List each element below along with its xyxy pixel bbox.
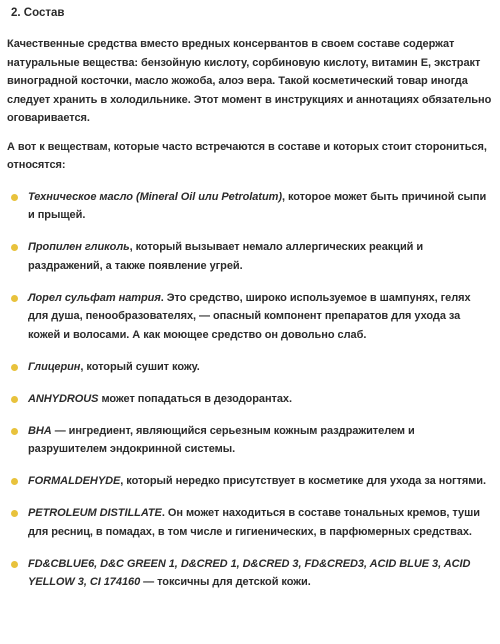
ingredient-name: FORMALDEHYDE	[28, 475, 121, 487]
ingredient-description: , которое может быть причиной сыпи и прыщей.	[28, 190, 487, 221]
list-item	[7, 390, 492, 409]
list-item	[7, 238, 492, 275]
ingredient-name: ANHYDROUS	[28, 392, 99, 405]
ingredient-description: — токсичны для детской кожи.	[140, 576, 311, 588]
bullet-dot-icon	[11, 510, 18, 517]
list-item	[7, 289, 492, 345]
bullet-dot-icon	[11, 364, 18, 371]
list-item	[7, 422, 492, 459]
ingredient-name: Глицерин	[28, 360, 81, 373]
bullet-dot-icon	[11, 396, 18, 403]
bullet-dot-icon	[11, 244, 18, 251]
bullet-dot-icon	[11, 194, 18, 201]
intro-paragraph: Качественные средства вместо вредных консервантов в своем составе содержат натуральные вещества: бензойную кислоту, сорбиновую кислоту, витамин Е, экстракт виноградной косточки, масло жожоба, алоэ вера. Такой косметический товар иногда следует хранить в холодильнике. Этот момент в инструкциях и аннотациях обязательно оговаривается.	[7, 38, 492, 124]
bullet-dot-icon	[11, 478, 18, 485]
lead-paragraph: А вот к веществам, которые часто встречаются в составе и которых стоит сторониться, относятся:	[7, 140, 487, 171]
bullet-dot-icon	[11, 428, 18, 435]
ingredient-name: PETROLEUM DISTILLATE	[28, 507, 162, 519]
list-item	[7, 358, 492, 377]
ingredient-description: — ингредиент, являющийся серьезным кожным раздражителем и разрушителем эндокринной системы.	[28, 424, 415, 455]
list-item	[7, 188, 492, 225]
ingredient-description: . Это средство, широко используемое в шампунях, гелях для душа, пенообразователях, — опасный компонент препаратов для ухода за кожей и волосами. А как моющее средство он довольно слаб.	[28, 291, 471, 341]
harmful-ingredients-list	[7, 188, 492, 592]
ingredient-name: Пропилен гликоль	[28, 241, 130, 253]
ingredient-name: Лорел сульфат натрия	[28, 291, 161, 304]
ingredient-name: Техническое масло (Mineral Oil или Petrolatum)	[28, 190, 282, 203]
ingredient-description: , который сушит кожу.	[80, 360, 200, 373]
ingredient-description: , который вызывает немало аллергических реакций и раздражений, а также появление угрей.	[28, 241, 424, 272]
bullet-dot-icon	[11, 561, 18, 568]
ingredient-description: может попадаться в дезодорантах.	[98, 392, 293, 405]
list-item	[7, 472, 492, 491]
bullet-dot-icon	[11, 295, 18, 302]
ingredient-name: FD&CBLUE6, D&C GREEN 1, D&CRED 1, D&CRED 3, FD&CRED3, ACID BLUE 3, ACID YELLOW 3, CI 174160	[28, 557, 471, 588]
ingredient-description: . Он может находиться в составе тональных кремов, туши для ресниц, в помадах, в том числе и гигиенических, в парфюмерных средствах.	[28, 507, 480, 538]
ingredient-description: , который нередко присутствует в косметике для ухода за ногтями.	[120, 475, 487, 487]
ingredient-name: BHA	[28, 424, 52, 437]
section-heading: 2. Состав	[11, 7, 65, 19]
list-item	[7, 504, 492, 541]
list-item	[7, 555, 492, 592]
